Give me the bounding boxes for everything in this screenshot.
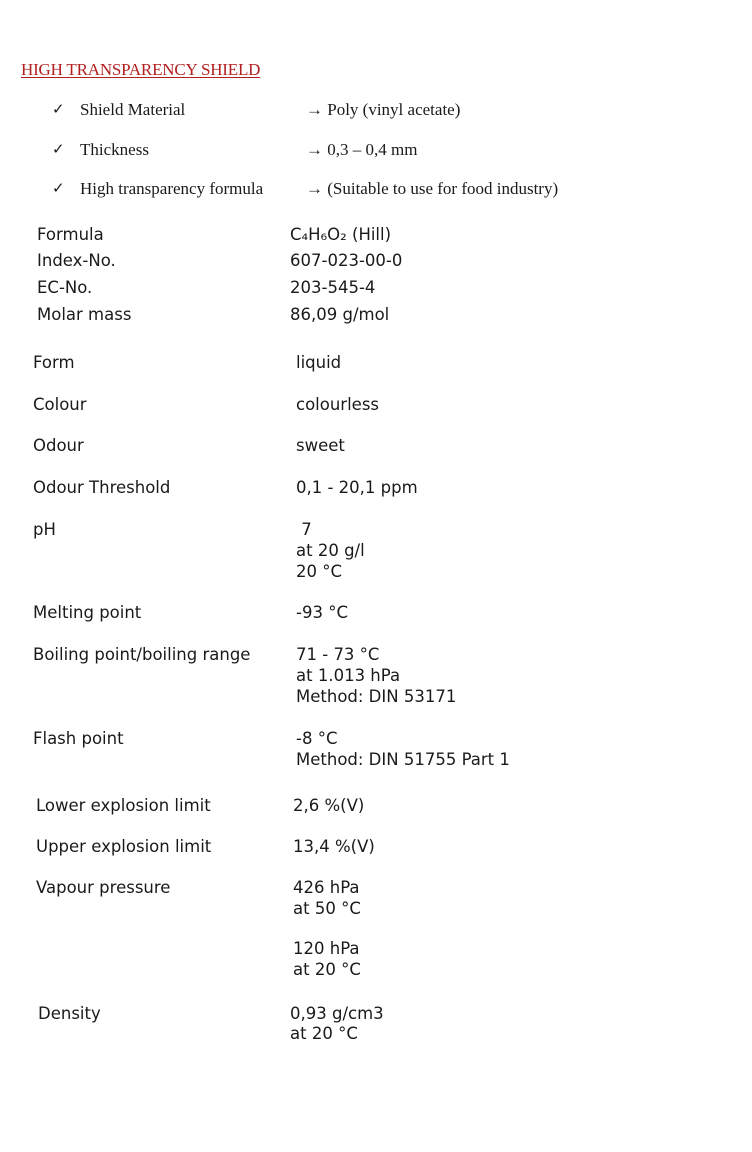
- property-value: 13,4 %(V): [293, 837, 375, 856]
- property-label: Vapour pressure: [36, 878, 171, 897]
- property-label: Colour: [33, 395, 87, 414]
- check-icon: ✓: [52, 102, 65, 118]
- property-label: Density: [38, 1004, 101, 1023]
- property-value: 20 °C: [296, 562, 343, 581]
- feature-label: High transparency formula: [80, 179, 264, 198]
- property-value: sweet: [296, 436, 345, 455]
- identifier-row: [0, 224, 752, 246]
- property-label: Boiling point/boiling range: [33, 645, 251, 664]
- identifier-label: Molar mass: [37, 305, 132, 324]
- identifier-value: 607-023-00-0: [290, 251, 403, 270]
- feature-value: → Poly (vinyl acetate): [306, 100, 461, 119]
- property-row: [0, 435, 752, 457]
- identifier-row: [0, 277, 752, 299]
- feature-item: [0, 100, 752, 122]
- arrow-icon: →: [306, 140, 323, 159]
- property-value: colourless: [296, 395, 380, 414]
- property-value: 426 hPa: [293, 878, 360, 897]
- property-label: Odour Threshold: [33, 478, 171, 497]
- identifier-row: [0, 304, 752, 326]
- property-row: [0, 352, 752, 374]
- property-value: Method: DIN 51755 Part 1: [296, 750, 510, 769]
- identifier-value: C₄H₆O₂ (Hill): [290, 225, 392, 244]
- property-row: [0, 877, 752, 981]
- property-value: at 20 g/l: [296, 541, 365, 560]
- feature-label: Shield Material: [80, 100, 186, 119]
- property-row: [0, 519, 752, 583]
- property-value: at 20 °C: [290, 1024, 358, 1043]
- property-value: -8 °C: [296, 729, 338, 748]
- property-value: 7: [296, 520, 312, 539]
- document-title: HIGH TRANSPARENCY SHIELD: [21, 60, 261, 79]
- property-label: Lower explosion limit: [36, 796, 211, 815]
- property-value: at 20 °C: [293, 960, 361, 979]
- property-row: [0, 728, 752, 772]
- property-row: [0, 644, 752, 708]
- property-value: at 50 °C: [293, 899, 361, 918]
- property-label: Odour: [33, 436, 84, 455]
- property-label: pH: [33, 520, 56, 539]
- property-value: 0,93 g/cm3: [290, 1004, 384, 1023]
- arrow-icon: →: [306, 179, 323, 198]
- check-icon: ✓: [52, 181, 65, 197]
- property-value: liquid: [296, 353, 342, 372]
- feature-value: → (Suitable to use for food industry): [306, 179, 559, 198]
- property-row: [0, 477, 752, 499]
- property-row: [0, 795, 752, 817]
- identifier-row: [0, 250, 752, 272]
- identifier-value: 86,09 g/mol: [290, 305, 390, 324]
- property-label: Flash point: [33, 729, 124, 748]
- feature-value: → 0,3 – 0,4 mm: [306, 140, 418, 159]
- property-value: at 1.013 hPa: [296, 666, 401, 685]
- property-value: Method: DIN 53171: [296, 687, 457, 706]
- property-label: Form: [33, 353, 75, 372]
- property-label: Upper explosion limit: [36, 837, 212, 856]
- property-row: [0, 836, 752, 858]
- property-label: Melting point: [33, 603, 142, 622]
- property-value: 0,1 - 20,1 ppm: [296, 478, 418, 497]
- identifier-label: Index-No.: [37, 251, 116, 270]
- property-row: [0, 1003, 752, 1047]
- property-value: -93 °C: [296, 603, 348, 622]
- property-row: [0, 602, 752, 624]
- identifier-value: 203-545-4: [290, 278, 376, 297]
- property-value: 71 - 73 °C: [296, 645, 380, 664]
- arrow-icon: →: [306, 100, 323, 119]
- feature-item: [0, 179, 752, 201]
- identifier-label: Formula: [37, 225, 104, 244]
- check-icon: ✓: [52, 142, 65, 158]
- feature-item: [0, 140, 752, 162]
- feature-label: Thickness: [80, 140, 149, 159]
- identifier-label: EC-No.: [37, 278, 93, 297]
- property-row: [0, 394, 752, 416]
- property-value: 2,6 %(V): [293, 796, 365, 815]
- property-value: 120 hPa: [293, 939, 360, 958]
